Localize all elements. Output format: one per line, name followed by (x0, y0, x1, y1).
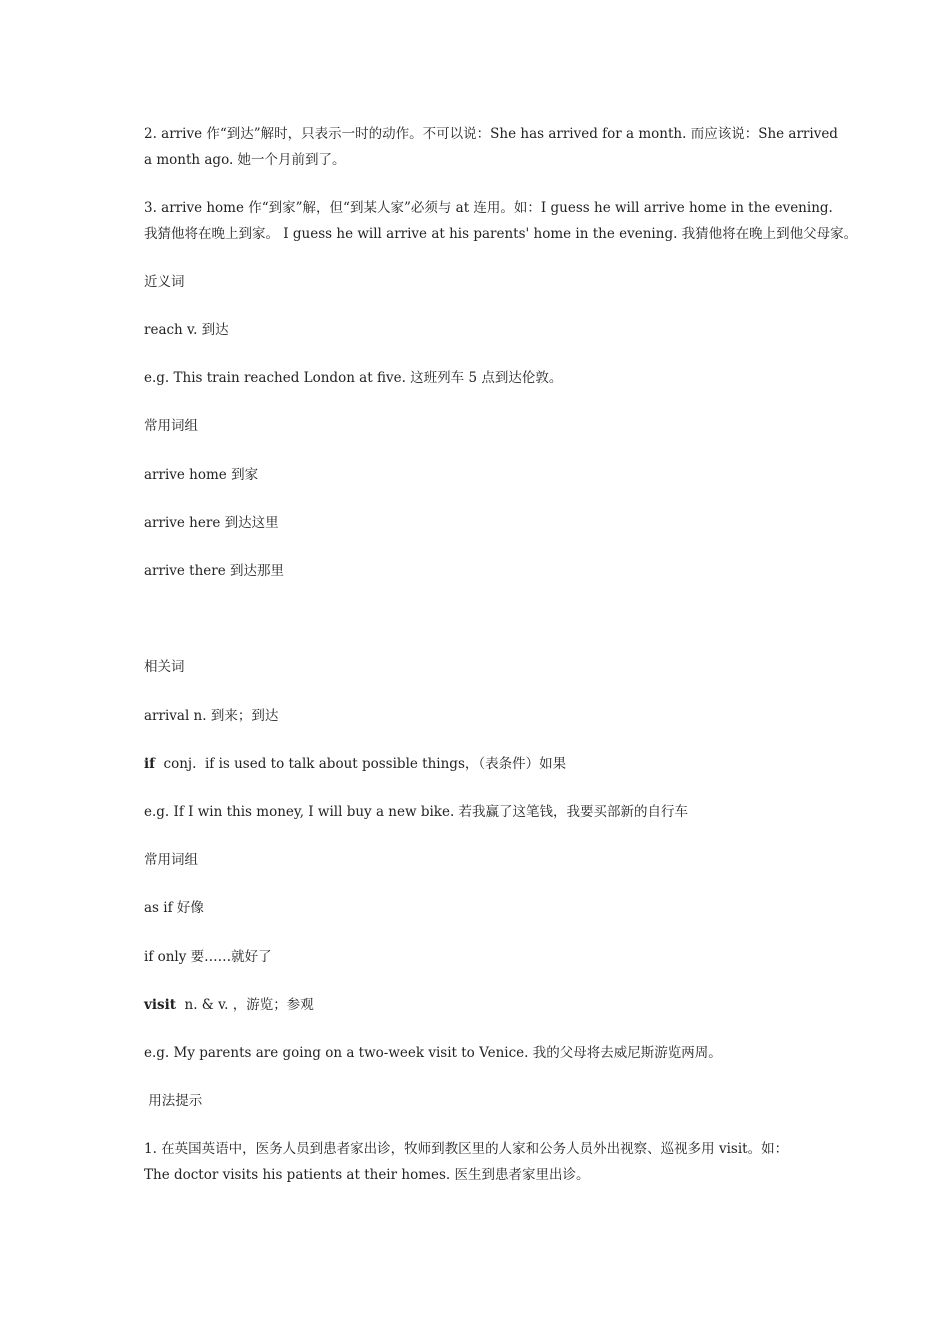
if-entry (144, 751, 814, 777)
phrase-if-only: if only 要……就好了 (144, 949, 272, 965)
text-line: 2. arrive 作“到达”解时，只表示一时的动作。不可以说：She has arrived for a month. 而应该说：She arrived (144, 126, 838, 142)
phrase-arrive-here: arrive here 到达这里 (144, 515, 279, 531)
paragraph-arrive-home-usage (144, 195, 858, 247)
text-line: a month ago. 她一个月前到了。 (144, 152, 346, 168)
phrases-heading: 常用词组 (144, 852, 198, 868)
paragraph-visit-usage (144, 1136, 814, 1188)
if-example: e.g. If I win this money, I will buy a new bike. 若我赢了这笔钱，我要买部新的自行车 (144, 804, 689, 820)
phrase-as-if: as if 好像 (144, 900, 204, 916)
if-definition: conj. if is used to talk about possible things，（表条件）如果 (154, 756, 567, 772)
visit-entry (144, 992, 814, 1018)
headword-if: if (144, 756, 155, 772)
related-heading: 相关词 (144, 659, 185, 675)
visit-example: e.g. My parents are going on a two-week visit to Venice. 我的父母将去威尼斯游览两周。 (144, 1045, 722, 1061)
text-line: The doctor visits his patients at their homes. 医生到患者家里出诊。 (144, 1167, 590, 1183)
phrase-arrive-home: arrive home 到家 (144, 467, 259, 483)
reach-definition: reach v. 到达 (144, 322, 229, 338)
usage-heading: 用法提示 (144, 1093, 203, 1109)
text-line: 1. 在英国英语中，医务人员到患者家出诊，牧师到教区里的人家和公务人员外出视察、巡视多用 visit。如： (144, 1141, 789, 1157)
arrival-definition: arrival n. 到来；到达 (144, 708, 279, 724)
phrases-heading: 常用词组 (144, 418, 198, 434)
headword-visit: visit (144, 997, 176, 1013)
synonyms-heading: 近义词 (144, 274, 185, 290)
phrase-arrive-there: arrive there 到达那里 (144, 563, 285, 579)
visit-definition: n. & v. ，游览；参观 (175, 997, 314, 1013)
paragraph-arrive-usage (144, 121, 838, 173)
text-line: 3. arrive home 作“到家”解，但“到某人家”必须与 at 连用。如：I guess he will arrive home in the evening. (144, 200, 833, 216)
text-line: 我猜他将在晚上到家。 I guess he will arrive at his parents' home in the evening. 我猜他将在晚上到他父母家。 (144, 226, 858, 242)
reach-example: e.g. This train reached London at five. 这班列车 5 点到达伦敦。 (144, 370, 563, 386)
